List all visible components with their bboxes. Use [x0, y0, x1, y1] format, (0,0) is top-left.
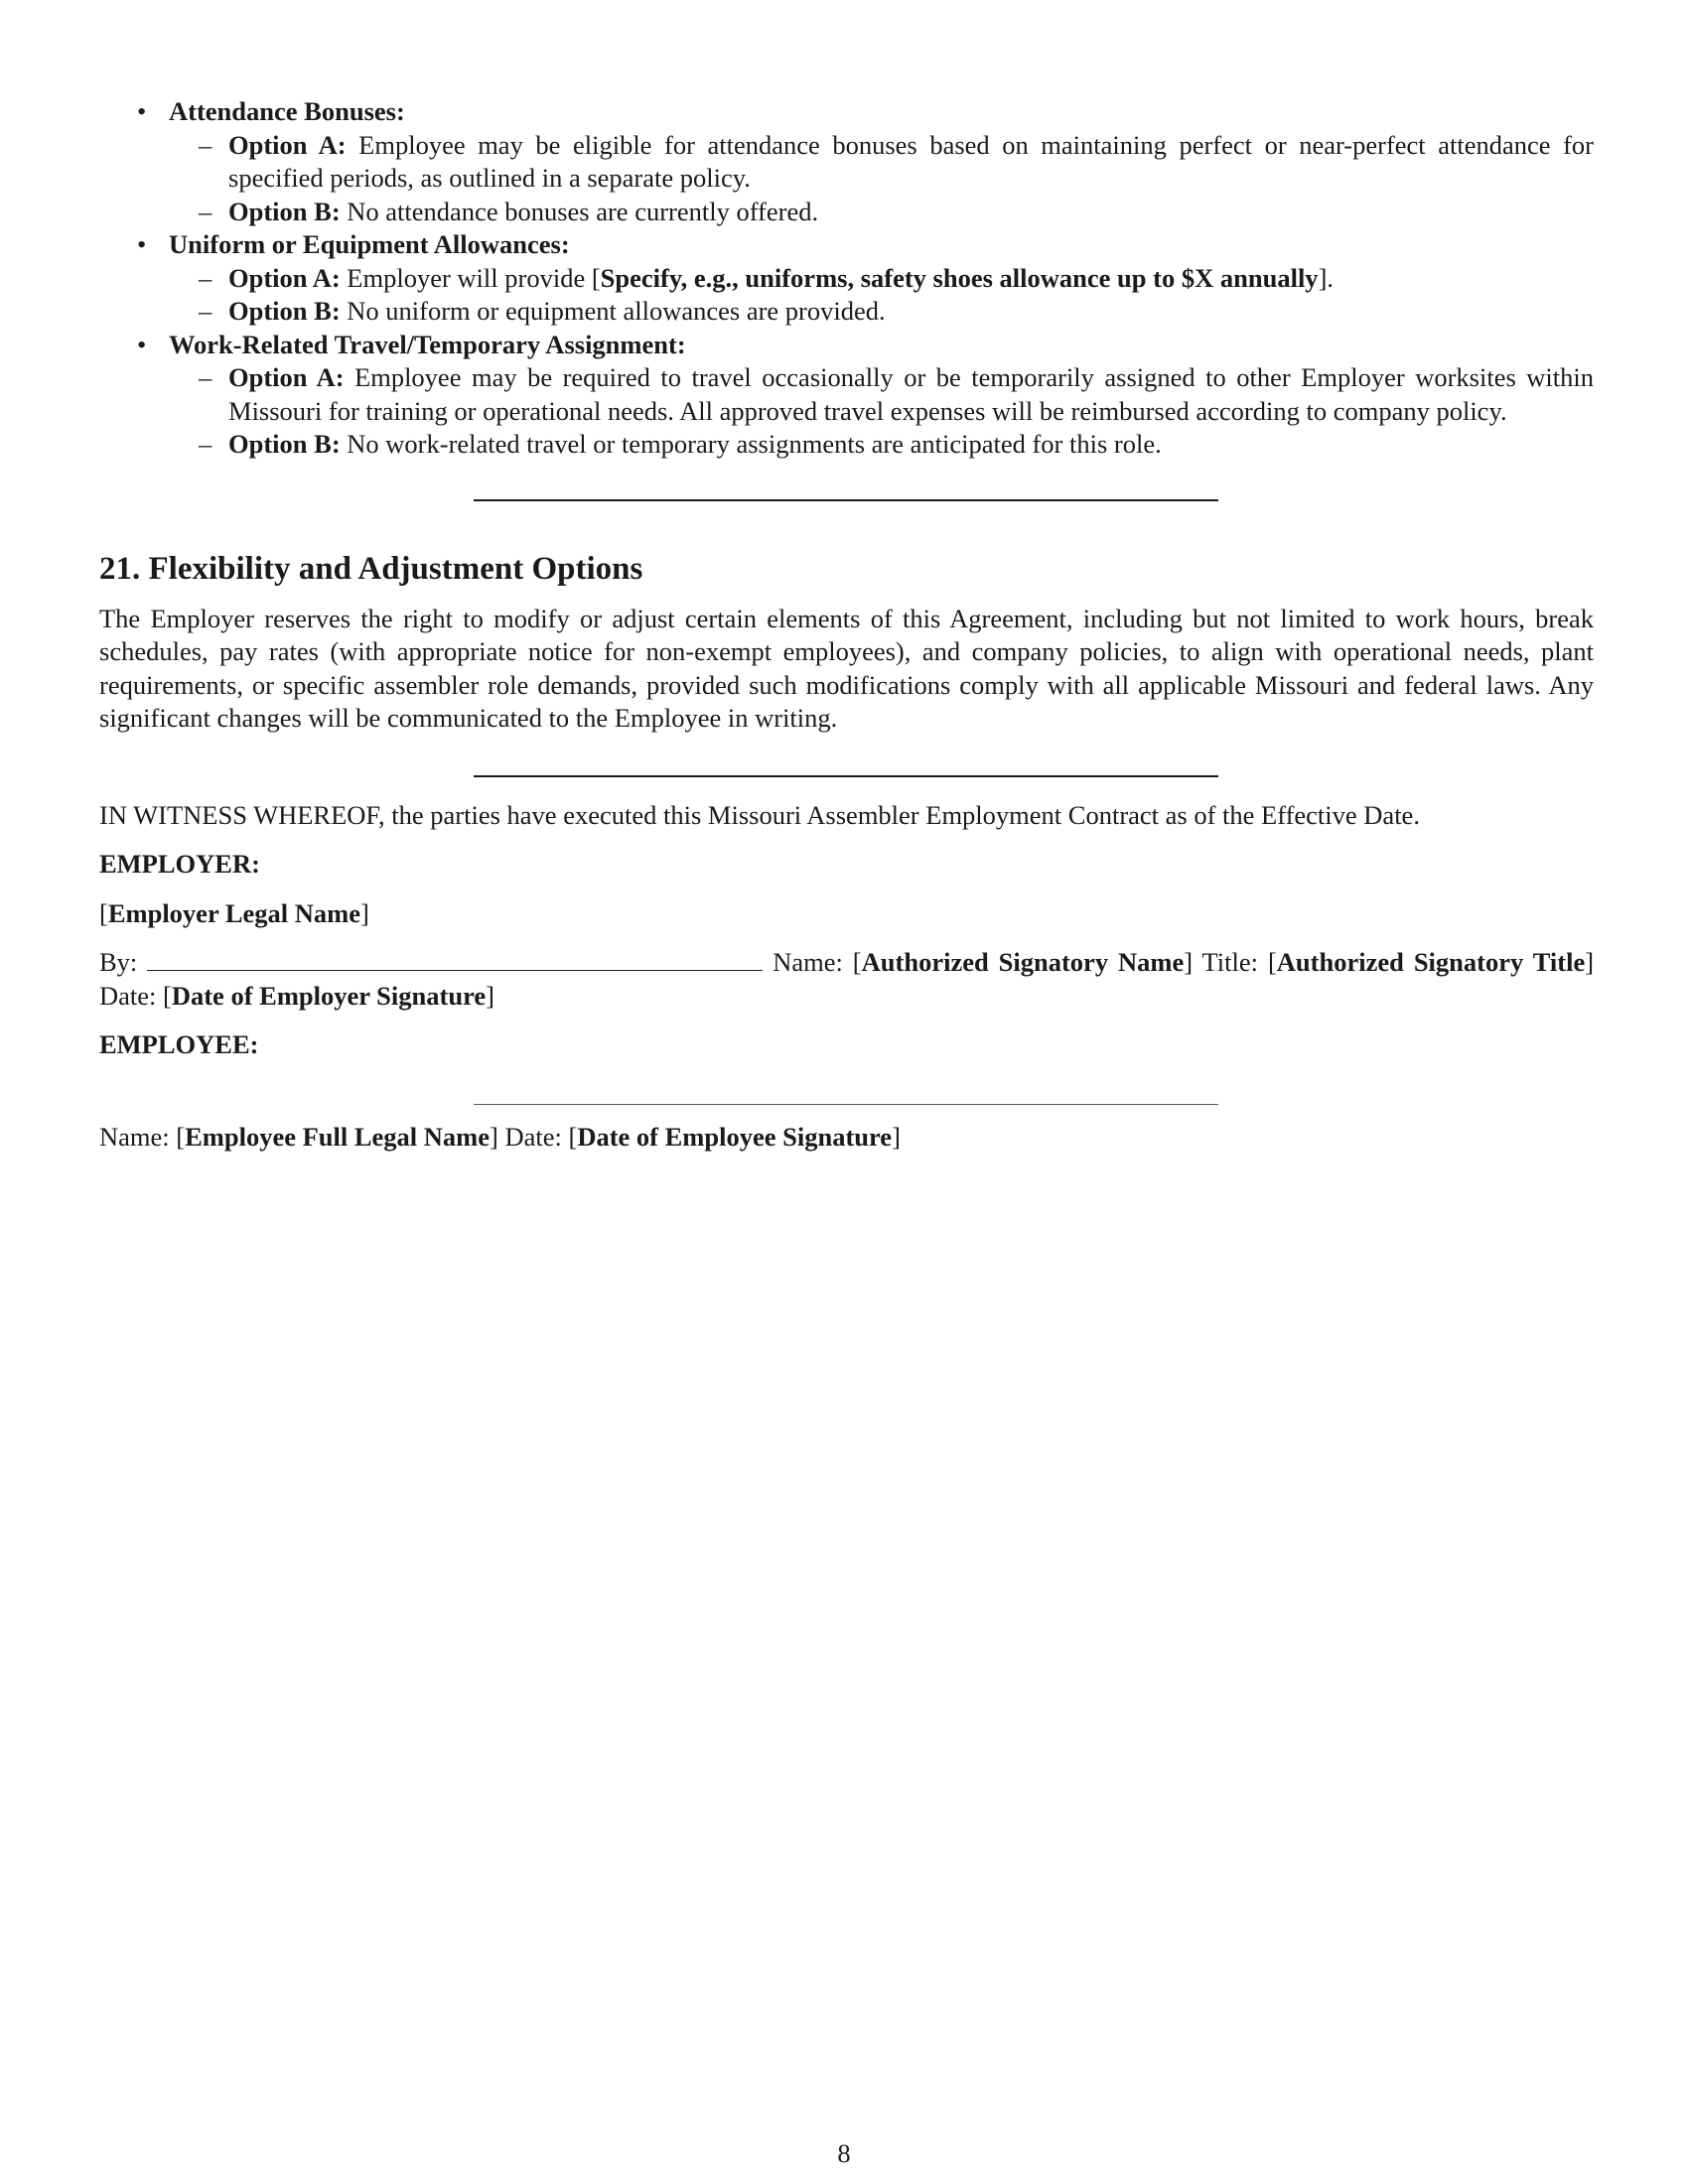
employer-signature-date: Date of Employer Signature: [171, 980, 487, 1011]
employer-signature-line[interactable]: [147, 946, 763, 971]
employee-signature-block: Name: [Employee Full Legal Name] Date: [Date of Employee Signature]: [99, 1121, 901, 1152]
benefits-list: [99, 95, 1594, 462]
option-text: Employee may be required to travel occasionally or be temporarily assigned to other Employer worksites within Missouri for training or operational needs. All approved travel expenses will be reimbursed according to company policy.: [228, 362, 1595, 426]
employee-signature-date: Date of Employee Signature: [577, 1121, 893, 1152]
page-number: 8: [837, 2138, 851, 2168]
bullet-icon: •: [137, 96, 147, 126]
option-text: No work-related travel or temporary assignments are anticipated for this role.: [340, 429, 1162, 459]
option-label: Option A:: [228, 362, 345, 392]
bullet-icon: •: [137, 329, 147, 359]
option-list: [169, 129, 1594, 229]
option-item: [169, 129, 1594, 196]
section-divider: [474, 775, 1218, 777]
employer-heading: [99, 848, 1594, 882]
dash-icon: –: [199, 296, 212, 326]
option-text: Employee may be eligible for attendance bonuses based on maintaining perfect or near-perfect attendance for specified periods, as outlined in a separate policy.: [228, 129, 1594, 193]
benefit-item-uniform: [99, 228, 1594, 329]
option-text: No uniform or equipment allowances are provided.: [340, 296, 886, 326]
option-text: Employer will provide [: [340, 262, 601, 293]
witness-statement: IN WITNESS WHEREOF, the parties have executed this Missouri Assembler Employment Contract as of the Effective Date.: [99, 799, 1420, 830]
option-item: [169, 295, 1594, 329]
benefit-title: Uniform or Equipment Allowances:: [169, 229, 570, 259]
option-list: [169, 262, 1594, 329]
by-label: By:: [99, 947, 138, 977]
option-list: [169, 361, 1594, 462]
title-label: Title:: [1201, 947, 1259, 977]
employer-legal-name-value: Employer Legal Name: [107, 897, 360, 928]
section-heading: 21. Flexibility and Adjustment Options: [99, 550, 643, 587]
option-item: [169, 196, 1594, 229]
employee-name-label: Name:: [99, 1121, 170, 1152]
signatory-name: Authorized Signatory Name: [861, 947, 1185, 977]
employee-heading-text: EMPLOYEE:: [99, 1029, 259, 1059]
signatory-title: Authorized Signatory Title: [1276, 947, 1586, 977]
option-text-end: ].: [1318, 262, 1335, 293]
dash-icon: –: [199, 262, 212, 293]
dash-icon: –: [199, 129, 212, 160]
dash-icon: –: [199, 362, 212, 392]
employee-heading: [99, 1028, 1594, 1062]
bullet-icon: •: [137, 229, 147, 259]
option-label: Option B:: [228, 196, 341, 226]
date-label: Date:: [99, 980, 157, 1011]
option-label: Option A:: [228, 262, 341, 293]
document-page: [99, 95, 1594, 1154]
option-label: Option B:: [228, 429, 341, 459]
benefit-item-attendance: [99, 95, 1594, 228]
benefit-title: Attendance Bonuses:: [169, 96, 405, 126]
option-item: [169, 361, 1594, 428]
benefit-item-travel: [99, 329, 1594, 462]
option-text: No attendance bonuses are currently offered.: [340, 196, 819, 226]
option-item: [169, 428, 1594, 462]
section-divider: [474, 499, 1218, 501]
employee-signature-line[interactable]: [474, 1104, 1218, 1105]
dash-icon: –: [199, 196, 212, 226]
employer-signature-block: By: Name: [Authorized Signatory Name] Title: [Authorized Signatory Title] Date: [Date of Employer Signature]: [99, 947, 1595, 1011]
section-body: The Employer reserves the right to modify or adjust certain elements of this Agreement, including but not limited to work hours, break schedules, pay rates (with appropriate notice for non-exempt employees), and company policies, to align with operational needs, plant requirements, or specific assembler role demands, provided such modifications comply with all applicable Missouri and federal laws. Any significant changes will be communicated to the Employee in writing.: [99, 603, 1594, 733]
employee-date-label: Date:: [504, 1121, 562, 1152]
employer-heading-text: EMPLOYER:: [99, 849, 260, 879]
name-label: Name:: [773, 947, 843, 977]
dash-icon: –: [199, 429, 212, 459]
option-placeholder: Specify, e.g., uniforms, safety shoes allowance up to $X annually: [600, 262, 1319, 293]
option-item: [169, 262, 1594, 296]
employer-legal-name: [Employer Legal Name]: [99, 897, 369, 928]
option-label: Option A:: [228, 129, 347, 160]
benefit-title: Work-Related Travel/Temporary Assignment:: [169, 329, 686, 359]
employee-full-name: Employee Full Legal Name: [185, 1121, 491, 1152]
option-label: Option B:: [228, 296, 341, 326]
